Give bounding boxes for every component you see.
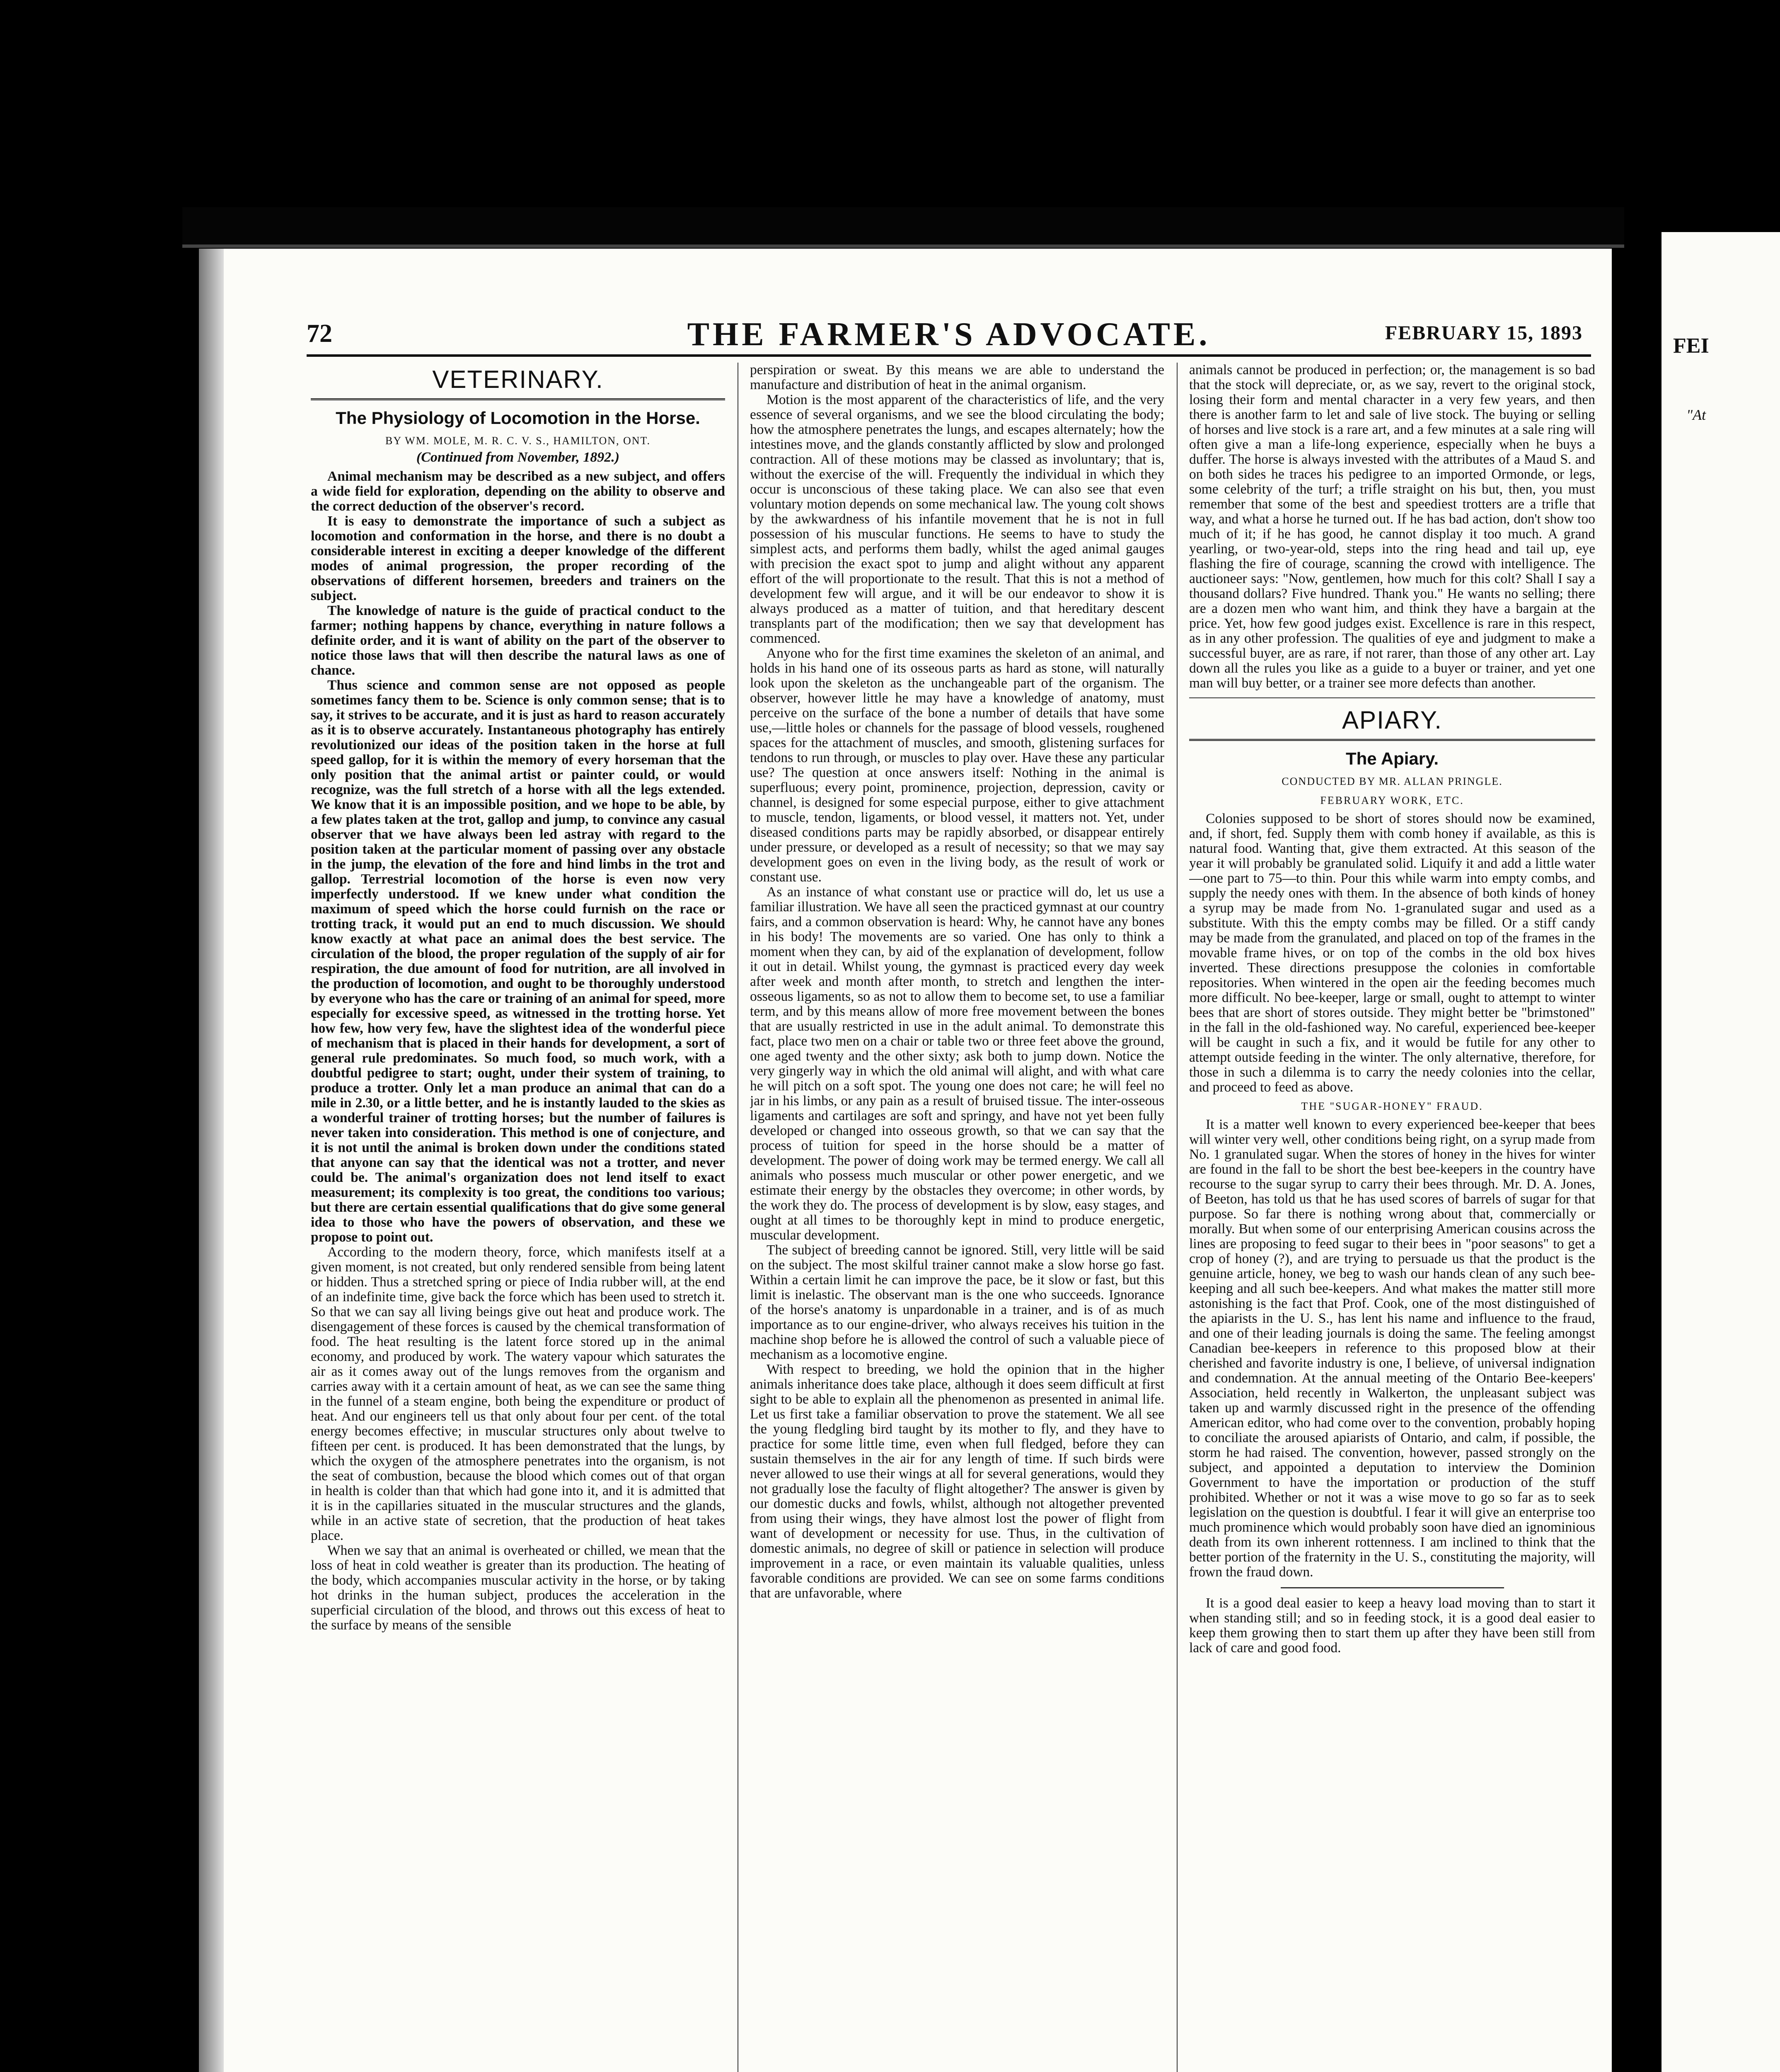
paragraph: It is easy to demonstrate the importance of such a subject as locomotion and conformation in the horse, and there is no doubt a considerable interest in exciting a deeper knowledge of the different modes of animal progression, the proper recording of the observations of different horsemen, breeders and trainers on the subject. xyxy=(311,513,725,603)
subhead-sugar-honey-fraud: THE "SUGAR-HONEY" FRAUD. xyxy=(1301,1100,1483,1112)
paragraph-separator xyxy=(1281,1587,1504,1588)
paragraph: Thus science and common sense are not opposed as people sometimes fancy them to be. Science is only common sense; that is to say, it strives to be accurate, and it is just as hard to reason accurately as it is to observe accurately. Instantaneous photography has entirely revolutionized our ideas of the position taken in the horse at full speed gallop, for it is within the memory of every horseman that the only position that the animal artist or painter could, or would recognize, was the full stretch of a horse with all the legs extended. We know that it is an impossible position, and we hope to be able, by a few plates taken at the trot, gallop and jump, to convince any casual observer that we have always been led astray with regard to the position taken at the particular moment of passing over any obstacle in the jump, the elevation of the fore and hind limbs in the trot and gallop. Terrestrial locomotion of the horse is even now very imperfectly understood. If we knew under what condition the maximum of speed which the horse could furnish on the race or trotting track, it would put an end to much discussion. We should know exactly at what pace an animal does the best service. The circulation of the blood, the proper regulation of the supply of air for respiration, the due amount of food for nutrition, are all involved in the production of locomotion, and ought to be thoroughly understood by everyone who has the care or training of an animal for speed, more especially for excessive speed, as witnessed in the trotting horse. Yet how few, how very few, have the slightest idea of the wonderful piece of mechanism that is placed in their hands for development, a sort of general rule predominates. So much food, so much work, with a doubtful pedigree to start; ought, under their system of training, to produce a trotter. Only let a man produce an animal that can do a mile in 2.30, or a little better, and he is instantly lauded to the skies as a wonderful trainer of trotting horses; but the number of failures is never taken into consideration. This method is one of conjecture, and it is not until the animal is broken down under the conditions stated that anyone can say that the identical was not a trotter, and never could be. The animal's organization does not lend itself to exact measurement; its complexity is too great, the conditions too various; but there are certain essential qualifications that do give some general idea to those who have the powers of observation, and these we propose to point out. xyxy=(311,678,725,1245)
next-page-edge xyxy=(1661,232,1780,2072)
column-divider xyxy=(1177,363,1178,2072)
section-rule xyxy=(1189,739,1595,741)
paragraph: According to the modern theory, force, which manifests itself at a given moment, is not created, but only rendered sensible from being latent or hidden. Thus a stretched spring or piece of India rubber will, at the end of an indefinite time, give back the force which has been used to stretch it. So that we can say all living beings give out heat and produce work. The disengagement of these forces is caused by the chemical transformation of food. The heat resulting is the latent force stored up in the animal economy, and produced by work. The watery vapour which saturates the air as it comes away out of the lungs removes from the organism and carries away with it a certain amount of heat, as we can see the same thing in the funnel of a steam engine, both being the expenditure or product of heat. And our engineers tell us that only about four per cent. of the total energy becomes effective; in muscular structures only about twelve to fifteen per cent. is produced. It has been demonstrated that the lungs, by which the oxygen of the atmosphere penetrates into the organism, is not the seat of combustion, because the blood which comes out of that organ in health is colder than that which had gone into it, and it is admitted that it is in the capillaries situated in the muscular structures and the glands, while in an active state of secretion, that the production of heat takes place. xyxy=(311,1244,725,1543)
article-title-apiary: The Apiary. xyxy=(1345,749,1439,768)
continued-note: (Continued from November, 1892.) xyxy=(416,450,620,465)
paragraph: animals cannot be produced in perfection; or, the management is so bad that the stock will depreciate, or, as we say, revert to the original stock, losing their form and mental character in a very few years, and then there is another farm to let and sale of live stock. The buying or selling of horses and live stock is a rare art, and a few minutes at a sale ring will often give a man a life-long experience, especially when he buys a duffer. The horse is always invested with the attributes of a Maud S. and on both sides he traces his pedigree to an imported Ormonde, or legs, some celebrity of the turf; a trifle straight on his but, then, you must remember that some of the best and speediest trotters are a trifle that way, and what a horse he turned out. If he has bad action, don't show too much of it; if he has good, he cannot display it too much. A grand yearling, or two-year-old, steps into the ring head and tail up, eye flashing the fire of courage, scanning the crowd with intelligence. The auctioneer says: "Now, gentlemen, how much for this colt? Shall I say a thousand dollars? Five hundred. Thank you." He wants no selling; there are a dozen men who want him, and think they have a bargain at the price. Yet, how few good judges exist. Excellence is rare in this respect, as in any other profession. The qualities of eye and judgment to make a successful buyer, are as rare, if not rarer, than those of any other art. Lay down all the rules you like as a guide to a buyer or trainer, and yet one man will buy better, or a trainer see more defects than another. xyxy=(1189,363,1595,691)
paragraph: It is a good deal easier to keep a heavy load moving than to start it when standing still; and so in feeding stock, it is a good deal easier to keep them growing then to start them up after they have been still from lack of care and good food. xyxy=(1189,1595,1595,1656)
next-page-header-fragment: FEI xyxy=(1673,334,1709,358)
paragraph: It is a matter well known to every experienced bee-keeper that bees will winter very well, other conditions being right, on a syrup made from No. 1 granulated sugar. When the stores of honey in the hives for winter are found in the fall to be short the best bee-keepers in the country have recourse to the sugar syrup to carry their bees through. Mr. D. A. Jones, of Beeton, has told us that he has used scores of barrels of sugar for that purpose. So far there is nothing wrong about that, commercially or morally. But when some of our enterprising American cousins across the lines are proposing to feed sugar to their bees in "poor seasons" to get a crop of honey (?), and are trying to persuade us that the product is the genuine article, honey, we beg to wash our hands clean of any such bee-keeping and all such bee-keepers. And what makes the matter still more astonishing is the fact that Prof. Cook, one of the most distinguished of the apiarists in the U. S., has lent his name and influence to the fraud, and one of their leading journals is doing the same. The feeling amongst Canadian bee-keepers in reference to this proposed blow at their cherished and favorite industry is one, I believe, of universal indignation and condemnation. At the annual meeting of the Ontario Bee-keepers' Association, held recently in Walkerton, the unpleasant subject was taken up and warmly discussed right in the presence of the offending American editor, who had come over to the convention, probably hoping to conciliate the aroused apiarists of Ontario, and calm, if possible, the storm he had raised. The convention, however, passed strongly on the subject, and appointed a deputation to interview the Dominion Government to have the importation or production of the stuff prohibited. Whether or not it was a wise move to go so far as to seek legislation on the question is doubtful. I fear it will give an enterprise too much prominence which would probably soon have died an ignominious death from its own inherent rottenness. I am inclined to think that the better portion of the fraternity in the U. S., constituting the majority, will frown the fraud down. xyxy=(1189,1117,1595,1580)
section-title-apiary: APIARY. xyxy=(1342,706,1442,734)
paragraph: perspiration or sweat. By this means we are able to understand the manufacture and distribution of heat in the animal organism. xyxy=(750,363,1164,392)
section-rule xyxy=(311,398,725,400)
page-binding-shadow xyxy=(199,249,224,2072)
newspaper-page xyxy=(199,249,1612,2072)
paragraph: The knowledge of nature is the guide of practical conduct to the farmer; nothing happens by chance, everything in nature follows a definite order, and it is want of ability on the part of the observer to notice those laws that will then describe the natural laws as one of chance. xyxy=(311,603,725,678)
byline: BY WM. MOLE, M. R. C. V. S., HAMILTON, ONT. xyxy=(385,435,651,447)
section-title-veterinary: VETERINARY. xyxy=(432,366,604,393)
next-page-text-fragment: "At xyxy=(1686,407,1706,423)
masthead-title: THE FARMER'S ADVOCATE. xyxy=(687,316,1211,353)
paragraph: Motion is the most apparent of the characteristics of life, and the very essence of several organisms, and we see the blood circulating the body; how the atmosphere penetrates the lungs, and escapes alternately; how the intestines move, and the glands constantly afflicted by slow and prolonged contraction. All of these motions may be classed as involuntary; that is, without the exercise of the will. Frequently the individual in which they occur is unconscious of these taking place. We can also see that even voluntary motion depends on some mechanical law. The young colt shows by the awkwardness of his infantile movement that he is not in full possession of his muscular functions. He seems to have to study the simplest acts, and performs them badly, whilst the aged animal gauges with precision the exact spot to jump and alight without any apparent effort of the will proportionate to the result. That this is not a method of development few will argue, and it will be our endeavor to show it is always produced as a matter of tuition, and that hereditary descent transplants part of the modification; then we say that development has commenced. xyxy=(750,392,1164,646)
subhead-february-work: FEBRUARY WORK, ETC. xyxy=(1320,794,1464,806)
paragraph: When we say that an animal is overheated or chilled, we mean that the loss of heat in cold weather is greater than its production. The heating of the body, which accompanies muscular activity in the horse, or by taking hot drinks in the human subject, produces the acceleration in the superficial circulation of the blood, and throws out this excess of heat to the surface by means of the sensible xyxy=(311,1543,725,1633)
column-1 xyxy=(311,363,725,2072)
page-number: 72 xyxy=(307,320,332,348)
paragraph: With respect to breeding, we hold the opinion that in the higher animals inheritance does take place, although it does seem difficult at first sight to be able to explain all the phenomenon as presented in animal life. Let us first take a familiar observation to prove the statement. We all see the young fledgling bird taught by its mother to fly, and they have to practice for some little time, even when full fledged, before they can sustain themselves in the air for any length of time. If such birds were never allowed to use their wings at all for several generations, would they not gradually lose the faculty of flight altogether? The answer is given by our domestic ducks and fowls, whilst, although not altogether prevented from using their wings, they have almost lost the power of flight from want of development or necessity for use. Thus, in the cultivation of domestic animals, no degree of skill or patience in selection will produce improvement in a race, or even maintain its valuable qualities, unless favorable conditions are provided. We can see on some farms conditions that are unfavorable, where xyxy=(750,1362,1164,1601)
column-2 xyxy=(750,363,1164,2072)
paragraph: Anyone who for the first time examines the skeleton of an animal, and holds in his hand one of its osseous parts as hard as stone, will naturally look upon the skeleton as the unchangeable part of the organism. The observer, however little he may have a knowledge of anatomy, must perceive on the surface of the bone a number of details that have some use,—little holes or channels for the passage of blood vessels, roughened spaces for the attachment of muscles, and smooth, glistening surfaces for tendons to run through, or muscles to play over. Have these any particular use? The question at once answers itself: Nothing in the animal is superfluous; every point, prominence, projection, depression, cavity or channel, is designed for some especial purpose, either to give attachment to muscle, tendon, ligaments, or blood vessel, it matters not. Yet, under diseased conditions parts may be rapidly absorbed, or disappear entirely under pressure, or developed as a result of necessity; so that we may say development goes on even in the living body, as the result of work or constant use. xyxy=(750,646,1164,885)
article-separator xyxy=(1189,697,1595,698)
paragraph: Colonies supposed to be short of stores should now be examined, and, if short, fed. Supply them with comb honey if available, as this is natural food. Wanting that, give them extracted. At this season of the year it will probably be granulated solid. Liquify it and add a little water—one part to 75—to thin. Pour this while warm into empty combs, and supply the needy ones with them. In the absence of both kinds of honey a syrup may be made from No. 1-granulated sugar and used as a substitute. With this the empty combs may be filled. Or a stiff candy may be made from the granulated, and placed on top of the frames in the movable frame hives, or on top of the combs in the old box hives inverted. These directions presuppose the colonies in comfortable repositories. When wintered in the open air the feeding becomes much more difficult. No bee-keeper, large or small, ought to attempt to winter bees that are short of stores outside. They might better be "brimstoned" in the fall in the old-fashioned way. No careful, experienced bee-keeper will be caught in such a fix, and it would be futile for any other to attempt outside feeding in the winter. The only alternative, therefore, for those in such a dilemma is to carry the needy colonies into the cellar, and proceed to feed as above. xyxy=(1189,811,1595,1095)
column-3 xyxy=(1189,363,1595,2072)
page-header xyxy=(307,311,1591,352)
article-title-locomotion: The Physiology of Locomotion in the Horse. xyxy=(336,408,700,428)
paragraph: As an instance of what constant use or practice will do, let us use a familiar illustration. We have all seen the practiced gymnast at our country fairs, and a common observation is heard: Why, he cannot have any bones in his body! The movements are so varied. One has only to think a moment when they can, by aid of the explanation of development, follow it out in detail. Whilst young, the gymnast is practiced every day week after week and month after month, to stretch and lengthen the inter-osseous ligaments, so as not to allow them to become set, to use a familiar term, and by this means allow of more free movement between the bones that are usually restricted in use in the adult animal. To demonstrate this fact, place two men on a chair or table two or three feet above the ground, one aged twenty and the other sixty; ask both to jump down. Notice the very gingerly way in which the old animal will alight, and with what care he will pitch on a soft spot. The young one does not care; he will feel no jar in his limbs, or any pain as a result of bruised tissue. The inter-osseous ligaments and cartilages are soft and springy, and have not yet been fully developed or changed into osseous growth, so that we can say that the process of tuition for speed in the horse should be a matter of development. The power of doing work may be termed energy. We call all animals who possess much muscular or other power energetic, and we estimate their energy by the obstacles they overcome; in other words, by the work they do. The process of development is by slow, easy stages, and ought at all times to be thoroughly kept in mind to produce energetic, muscular development. xyxy=(750,884,1164,1243)
paragraph: The subject of breeding cannot be ignored. Still, very little will be said on the subject. The most skilful trainer cannot make a slow horse go fast. Within a certain limit he can improve the pace, be it slow or fast, but this limit is inelastic. The observant man is the one who succeeds. Ignorance of the horse's anatomy is unpardonable in a trainer, and is of as much importance as to our engine-driver, who always receives his tuition in the machine shop before he is allowed the control of such a valuable piece of mechanism as a locomotive engine. xyxy=(750,1242,1164,1362)
issue-date: FEBRUARY 15, 1893 xyxy=(1385,322,1583,344)
paragraph: Animal mechanism may be described as a new subject, and offers a wide field for exploration, depending on the ability to observe and the correct deduction of the observer's record. xyxy=(311,469,725,514)
byline: CONDUCTED BY MR. ALLAN PRINGLE. xyxy=(1282,775,1503,787)
film-edge-band xyxy=(182,207,1624,248)
header-rule xyxy=(307,354,1591,357)
